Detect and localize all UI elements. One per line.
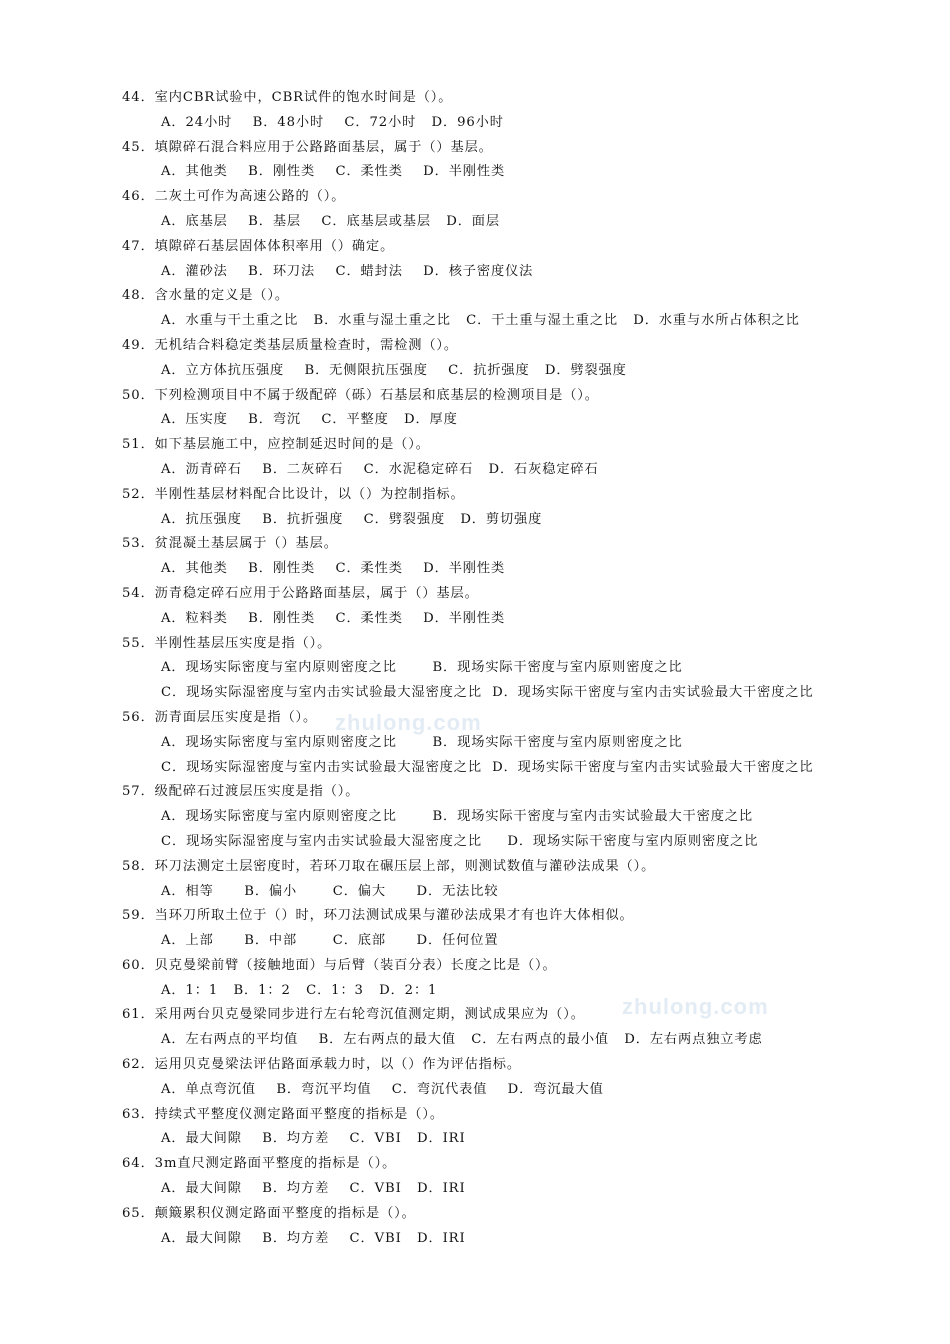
question-options: A．最大间隙 B．均方差 C．VBI D．IRI — [161, 1181, 466, 1197]
watermark-logo: zhulong.com — [622, 994, 769, 1019]
question-text: 62．运用贝克曼梁法评估路面承载力时，以（）作为评估指标。 — [122, 1057, 521, 1073]
question-text: 46．二灰土可作为高速公路的（）。 — [122, 189, 346, 205]
question-options: A．最大间隙 B．均方差 C．VBI D．IRI — [161, 1230, 466, 1246]
question-options: A．相等 B．偏小 C．偏大 D．无法比较 — [161, 883, 499, 899]
question-text: 58．环刀法测定土层密度时，若环刀取在碾压层上部，则测试数值与灌砂法成果（）。 — [122, 858, 656, 874]
question-options: A．现场实际密度与室内原则密度之比 B．现场实际干密度与室内原则密度之比 — [161, 660, 683, 676]
question-options: C．现场实际湿密度与室内击实试验最大湿密度之比 D．现场实际干密度与室内原则密度之比 — [161, 833, 759, 849]
question-text: 59．当环刀所取土位于（）时，环刀法测试成果与灌砂法成果才有也许大体相似。 — [122, 908, 634, 924]
question-options: A．水重与干土重之比 B．水重与湿土重之比 C．干土重与湿土重之比 D．水重与水所占体积之比 — [161, 313, 800, 329]
question-text: 45．填隙碎石混合料应用于公路路面基层，属于（）基层。 — [122, 139, 493, 155]
question-text: 51．如下基层施工中，应控制延迟时间的是（）。 — [122, 437, 430, 453]
question-options: A．压实度 B．弯沉 C．平整度 D．厚度 — [161, 412, 458, 428]
question-text: 57．级配碎石过渡层压实度是指（）。 — [122, 784, 360, 800]
question-text: 63．持续式平整度仪测定路面平整度的指标是（）。 — [122, 1106, 444, 1122]
question-text: 48．含水量的定义是（）。 — [122, 288, 289, 304]
question-text: 64．3m直尺测定路面平整度的指标是（）。 — [122, 1156, 397, 1172]
question-text: 60．贝克曼梁前臂（接触地面）与后臂（装百分表）长度之比是（）。 — [122, 957, 557, 973]
question-text: 50．下列检测项目中不属于级配碎（砾）石基层和底基层的检测项目是（）。 — [122, 387, 599, 403]
question-options: A．现场实际密度与室内原则密度之比 B．现场实际干密度与室内击实试验最大干密度之比 — [161, 809, 753, 825]
question-text: 53．贫混凝土基层属于（）基层。 — [122, 536, 338, 552]
question-options: A．左右两点的平均值 B．左右两点的最大值 C．左右两点的最小值 D．左右两点独立考虑 — [161, 1032, 763, 1048]
question-options: A．沥青碎石 B．二灰碎石 C．水泥稳定碎石 D．石灰稳定碎石 — [161, 461, 599, 477]
question-options: A．上部 B．中部 C．底部 D．任何位置 — [161, 933, 499, 949]
question-text: 61．采用两台贝克曼梁同步进行左右轮弯沉值测定期，测试成果应为（）。 — [122, 1007, 585, 1023]
question-text: 54．沥青稳定碎石应用于公路路面基层，属于（）基层。 — [122, 585, 479, 601]
question-options: A．24小时 B．48小时 C．72小时 D．96小时 — [161, 114, 504, 130]
watermark-logo: zhulong.com — [335, 710, 482, 735]
question-options: A．灌砂法 B．环刀法 C．蜡封法 D．核子密度仪法 — [161, 263, 534, 279]
question-text: 44．室内CBR试验中，CBR试件的饱水时间是（）。 — [122, 90, 453, 105]
question-options: A．1：1 B．1：2 C．1：3 D．2：1 — [161, 982, 438, 998]
question-options: A．最大间隙 B．均方差 C．VBI D．IRI — [161, 1131, 466, 1147]
question-text: 47．填隙碎石基层固体体积率用（）确定。 — [122, 238, 395, 254]
question-options: C．现场实际湿密度与室内击实试验最大湿密度之比 D．现场实际干密度与室内击实试验最大干密度之比 — [161, 685, 814, 701]
question-options: A．其他类 B．刚性类 C．柔性类 D．半刚性类 — [161, 164, 506, 180]
question-options: A．单点弯沉值 B．弯沉平均值 C．弯沉代表值 D．弯沉最大值 — [161, 1081, 604, 1097]
question-options: A．其他类 B．刚性类 C．柔性类 D．半刚性类 — [161, 561, 506, 577]
question-text: 49．无机结合料稳定类基层质量检查时，需检测（）。 — [122, 337, 458, 353]
question-text: 52．半刚性基层材料配合比设计，以（）为控制指标。 — [122, 486, 465, 502]
question-options: A．立方体抗压强度 B．无侧限抗压强度 C．抗折强度 D．劈裂强度 — [161, 362, 627, 378]
question-options: A．现场实际密度与室内原则密度之比 B．现场实际干密度与室内原则密度之比 — [161, 734, 683, 750]
question-options: A．粒料类 B．刚性类 C．柔性类 D．半刚性类 — [161, 610, 506, 626]
question-options: A．抗压强度 B．抗折强度 C．劈裂强度 D．剪切强度 — [161, 511, 543, 527]
question-options: C．现场实际湿密度与室内击实试验最大湿密度之比 D．现场实际干密度与室内击实试验最大干密度之比 — [161, 759, 814, 775]
exam-page — [0, 86, 950, 1251]
question-text: 55．半刚性基层压实度是指（）。 — [122, 635, 332, 651]
question-options: A．底基层 B．基层 C．底基层或基层 D．面层 — [161, 213, 500, 229]
question-text: 65．颠簸累积仪测定路面平整度的指标是（）。 — [122, 1205, 416, 1221]
question-text: 56．沥青面层压实度是指（）。 — [122, 709, 318, 725]
